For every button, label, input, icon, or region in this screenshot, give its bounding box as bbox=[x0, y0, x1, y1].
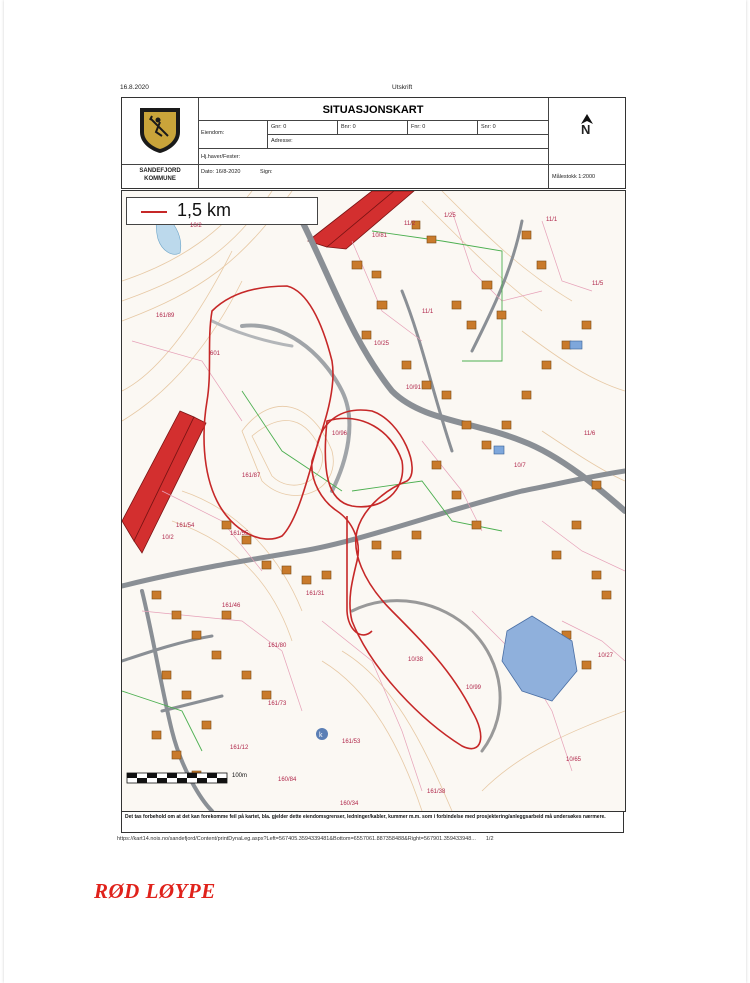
parcel-label: 10/2 bbox=[162, 535, 174, 541]
print-url[interactable] bbox=[117, 836, 494, 842]
parcel-label: 161/55 bbox=[230, 531, 249, 537]
parcel-label: 10/81 bbox=[372, 233, 388, 239]
route-caption: RØD LØYPE bbox=[94, 879, 216, 903]
parcel-label: 161/87 bbox=[242, 473, 261, 479]
svg-text:k: k bbox=[319, 732, 323, 739]
map-header bbox=[121, 97, 626, 189]
parcel-label: 161/38 bbox=[427, 789, 446, 795]
route-length: 1,5 km bbox=[177, 200, 232, 220]
roads bbox=[122, 221, 625, 811]
print-date: 16.8.2020 bbox=[120, 84, 149, 91]
parcel-label: 11/1 bbox=[546, 217, 558, 223]
parcel-label: 161/73 bbox=[268, 701, 287, 707]
parcel-label: 161/80 bbox=[268, 643, 287, 649]
gnr-field: Gnr: 0 bbox=[271, 124, 287, 130]
parcel-label: 161/46 bbox=[222, 603, 241, 609]
map-disclaimer: Det tas forbehold om at det kan forekomme feil på kartet, bla. gjelder dette eiendomsgrenser, ledninger/kabler, kummer m.m. som i forbindelse med prosjektering/anleggsarbeid må undersøkes nærmere. bbox=[121, 811, 624, 833]
hjemmelshaver-field: Hj.haver/Fester: bbox=[201, 154, 241, 160]
dato-field: Dato: 16/8-2020 bbox=[201, 169, 241, 175]
municipality-name: SANDEFJORD bbox=[139, 168, 181, 174]
parcel-label: 160/84 bbox=[278, 777, 297, 783]
adresse-field: Adresse: bbox=[271, 138, 293, 144]
parcel-label: 160/34 bbox=[340, 801, 359, 807]
municipality-crest-icon bbox=[138, 106, 182, 154]
parcel-label: 10/99 bbox=[466, 685, 482, 691]
parcel-label: 161/54 bbox=[176, 523, 195, 529]
parcel-label: 161/53 bbox=[342, 739, 361, 745]
parcel-label: 10/65 bbox=[566, 757, 582, 763]
route-legend-swatch bbox=[141, 211, 167, 213]
parcel-label: 10/7 bbox=[514, 463, 526, 469]
print-url-text[interactable]: https://kart14.nois.no/sandefjord/Content/printDynaLeg.aspx?Left=567405.3594339481&Bottom=6557061.887358488&Right=567901.359433948... bbox=[117, 836, 476, 842]
parcel-label: 1/25 bbox=[444, 213, 456, 219]
parcel-label: 11/2 bbox=[404, 221, 416, 227]
parcel-label: 11/5 bbox=[592, 281, 604, 287]
north-label: N bbox=[581, 122, 591, 137]
municipality-name-2: KOMMUNE bbox=[144, 176, 176, 182]
parcel-label: 161/12 bbox=[230, 745, 249, 751]
snr-field: Snr: 0 bbox=[481, 124, 496, 130]
map-legend bbox=[126, 197, 318, 225]
parcel-label: 161/31 bbox=[306, 591, 325, 597]
parcel-label: 11/6 bbox=[584, 431, 596, 437]
parcel-label: 10/91 bbox=[406, 385, 422, 391]
parcel-label: 601 bbox=[210, 351, 221, 357]
school-building bbox=[502, 616, 577, 701]
parcel-label: 10/38 bbox=[408, 657, 424, 663]
scale-bar bbox=[127, 773, 227, 783]
scale-bar-label: 100m bbox=[232, 773, 248, 779]
parcel-label: 10/96 bbox=[332, 431, 348, 437]
page-number: 1/2 bbox=[485, 836, 494, 842]
eiendom-label: Eiendom: bbox=[201, 130, 225, 136]
parcel-label: 10/27 bbox=[598, 653, 614, 659]
contour-lines bbox=[122, 191, 625, 811]
map-title: SITUASJONSKART bbox=[322, 104, 424, 116]
situation-map[interactable] bbox=[121, 190, 626, 812]
parcel-label: 10/25 bbox=[374, 341, 390, 347]
print-label: Utskrift bbox=[392, 84, 413, 91]
sign-field: Sign: bbox=[260, 169, 273, 175]
parcel-label: 11/1 bbox=[422, 309, 434, 315]
bnr-field: Bnr: 0 bbox=[341, 124, 356, 130]
fnr-field: Fnr: 0 bbox=[411, 124, 426, 130]
parcel-label: 10/2 bbox=[190, 223, 202, 229]
parcel-label: 161/89 bbox=[156, 313, 175, 319]
map-drawing bbox=[122, 191, 625, 811]
scale-field: Målestokk 1:2000 bbox=[552, 174, 596, 180]
